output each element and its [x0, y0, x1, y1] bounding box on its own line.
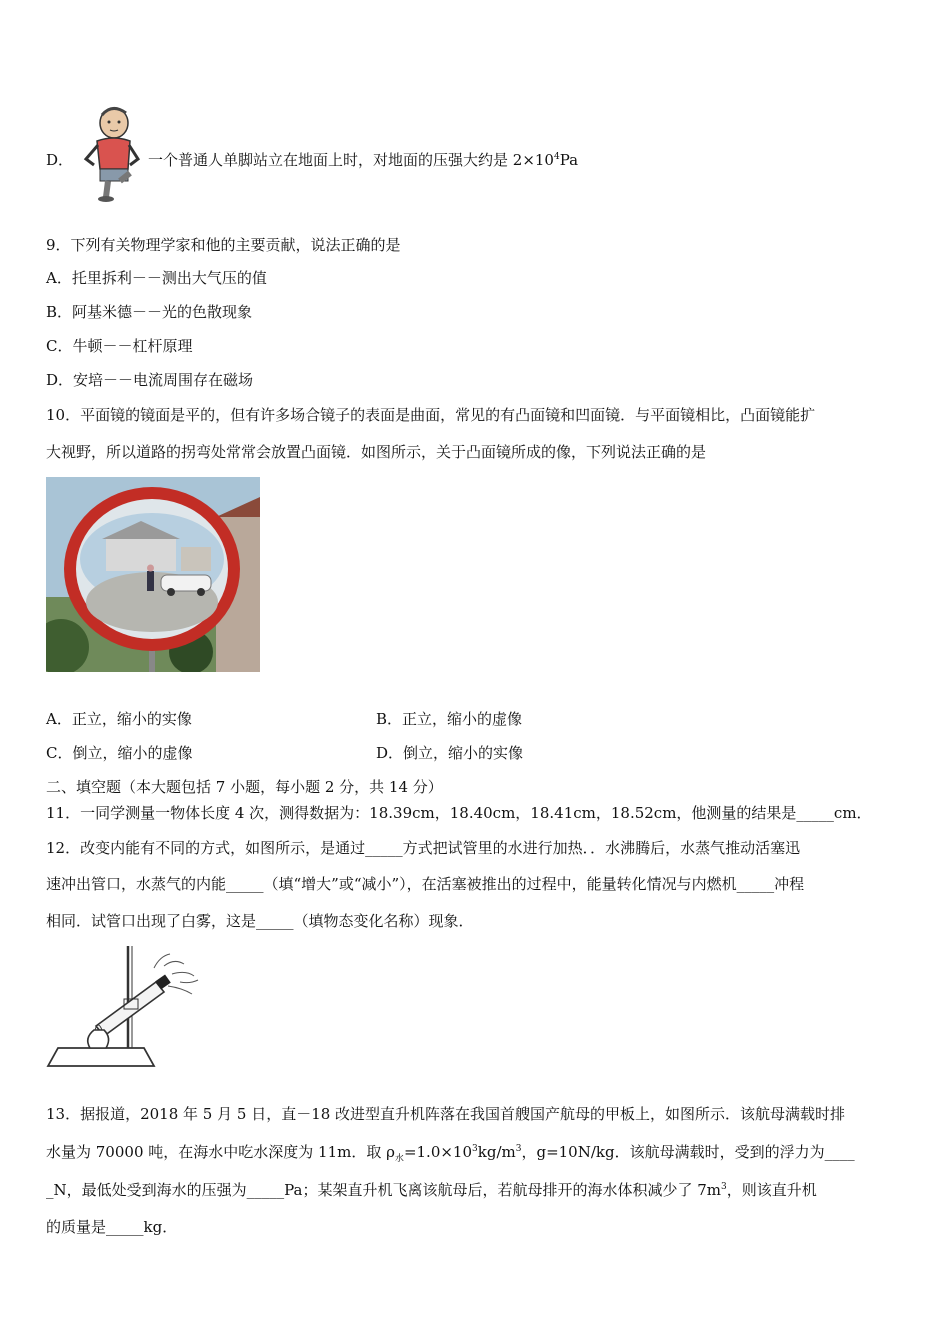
q13-stem-line2 [46, 1142, 855, 1162]
q13-stem-line1: 13．据报道，2018 年 5 月 5 日，直－18 改进型直升机阵落在我国首艘国产航母的甲板上，如图所示．该航母满载时排 [46, 1105, 846, 1123]
q10-stem-line2: 大视野，所以道路的拐弯处常常会放置凸面镜．如图所示，关于凸面镜所成的像，下列说法正确的是 [46, 443, 707, 461]
q9-option-a: A．托里拆利－－测出大气压的值 [46, 269, 267, 287]
q10-option-c: C．倒立，缩小的虚像 [46, 744, 193, 762]
q13-line2-end: ，g=10N/kg．该航母满载时，受到的浮力为____ [521, 1143, 855, 1161]
q13-line3-pre: _N，最低处受到海水的压强为_____Pa；某架直升机飞离该航母后，若航母排开的海水体积减少了 7m [46, 1181, 722, 1199]
q13-stem-line3 [46, 1180, 817, 1200]
q13-stem-line4: 的质量是_____kg． [46, 1218, 178, 1236]
q10-stem-line1: 10．平面镜的镜面是平的，但有许多场合镜子的表面是曲面，常见的有凸面镜和凹面镜．与平面镜相比，凸面镜能扩 [46, 406, 816, 424]
q12-stem-line2: 速冲出管口，水蒸气的内能_____（填“增大”或“减小”），在活塞被推出的过程中，能量转化情况与内燃机_____冲程 [46, 875, 805, 893]
q8-option-d-text-post: Pa [559, 151, 579, 169]
q13-line2-sub: 水 [394, 1154, 404, 1164]
q9-option-d: D．安培－－电流周围存在磁场 [46, 371, 254, 389]
test-tube-heating-diagram [46, 944, 201, 1069]
q9-option-b: B．阿基米德－－光的色散现象 [46, 303, 253, 321]
q13-line3-post: ，则该直升机 [726, 1181, 817, 1199]
q9-option-c: C．牛顿－－杠杆原理 [46, 337, 193, 355]
q8-option-d-text [148, 150, 578, 170]
standing-person-figure [72, 103, 144, 203]
q10-option-b: B．正立，缩小的虚像 [376, 710, 523, 728]
q13-line2-mid: =1.0×10 [403, 1143, 473, 1161]
q13-line3-exp: 3 [721, 1182, 727, 1192]
q13-line2-exp2: 3 [515, 1144, 522, 1154]
q13-line2-post: kg/m [477, 1143, 516, 1161]
section-heading: 二、填空题（本大题包括 7 小题，每小题 2 分，共 14 分） [46, 778, 443, 796]
q13-line2-pre: 水量为 70000 吨，在海水中吃水深度为 11m．取 ρ [46, 1143, 395, 1161]
q13-line2-exp: 3 [472, 1144, 478, 1154]
q11-stem: 11．一同学测量一物体长度 4 次，测得数据为：18.39cm，18.40cm，18.41cm，18.52cm，他测量的结果是_____cm． [46, 804, 872, 822]
q10-option-a: A．正立，缩小的实像 [46, 710, 192, 728]
q10-option-d: D．倒立，缩小的实像 [376, 744, 524, 762]
convex-mirror-photo [46, 477, 260, 672]
q8-option-d-exp: 4 [553, 152, 560, 162]
q12-stem-line3: 相同．试管口出现了白雾，这是_____（填物态变化名称）现象． [46, 912, 474, 930]
q8-option-d-text-pre: 一个普通人单脚站立在地面上时，对地面的压强大约是 2×10 [148, 151, 554, 169]
q9-stem: 9．下列有关物理学家和他的主要贡献，说法正确的是 [46, 236, 401, 254]
q12-stem-line1: 12．改变内能有不同的方式，如图所示，是通过_____方式把试管里的水进行加热．．水沸腾后，水蒸气推动活塞迅 [46, 839, 801, 857]
q8-option-d-label: D． [46, 151, 74, 169]
